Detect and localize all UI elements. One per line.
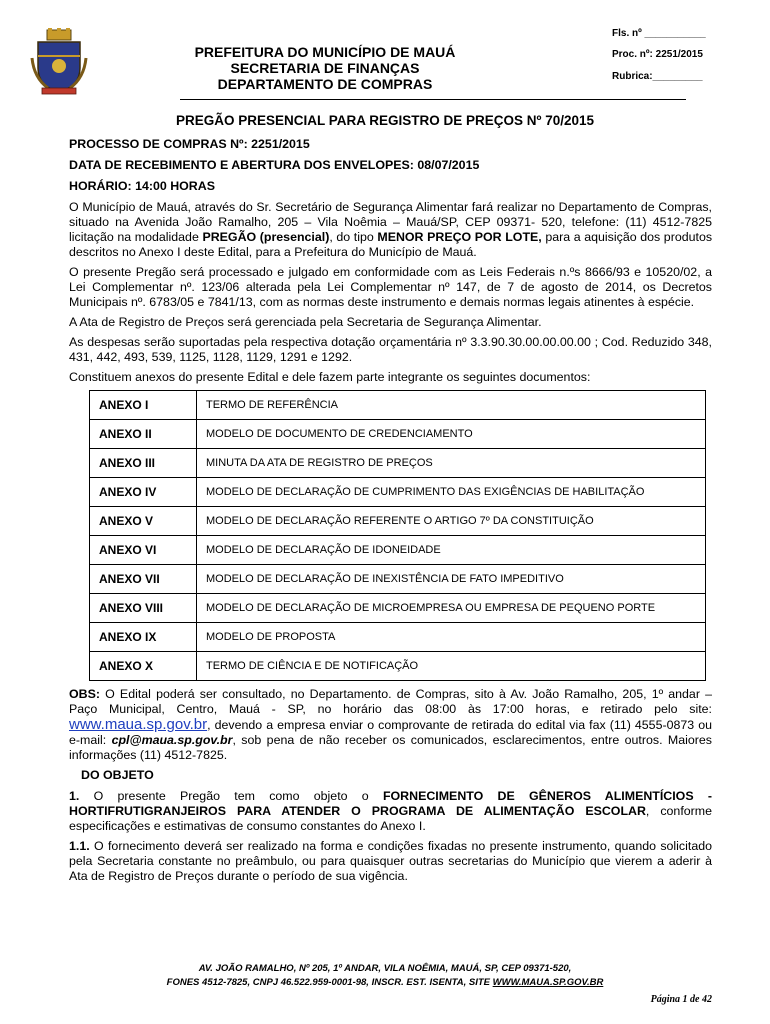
anexo-code: ANEXO I [90, 391, 197, 420]
header-rubrica: Rubrica:_________ [612, 71, 703, 82]
anexo-code: ANEXO VII [90, 565, 197, 594]
paragraph-obs: OBS: O Edital poderá ser consultado, no Departamento. de Compras, sito à Av. João Ramalho, 205, 1º andar – Paço Municipal, Centro, Mauá - SP, no horário das 08:00 às 17:00 horas, e retirado pelo site: www.maua.sp.gov.br, devendo a empresa enviar o comprovante de retirada do edital via fax (11) 4555-0873 ou e-mail: cpl@maua.sp.gov.br, sob pena de não receber os comunicados, esclarecimentos, entre outros. Maiores informações (11) 4512-7825. [69, 687, 712, 762]
footer-line2: FONES 4512-7825, CNPJ 46.522.959-0001-98, INSCR. EST. ISENTA, SITE WWW.MAUA.SP.GOV.BR [166, 977, 604, 988]
table-row [90, 391, 706, 420]
anexo-description: MODELO DE DECLARAÇÃO REFERENTE O ARTIGO 7º DA CONSTITUIÇÃO [197, 507, 706, 536]
header-line-secretaria: SECRETARIA DE FINANÇAS [230, 60, 420, 76]
footer-address [0, 962, 770, 990]
header-line-departamento: DEPARTAMENTO DE COMPRAS [217, 76, 433, 92]
footer-line1: AV. JOÃO RAMALHO, Nº 205, 1º ANDAR, VILA NOÊMIA, MAUÁ, SP, CEP 09371-520, [198, 963, 572, 974]
anexo-code: ANEXO X [90, 652, 197, 681]
page-number: Página 1 de 42 [650, 994, 712, 1005]
anexo-code: ANEXO VI [90, 536, 197, 565]
table-row [90, 565, 706, 594]
anexo-code: ANEXO VIII [90, 594, 197, 623]
header-institution [160, 44, 490, 92]
anexo-description: TERMO DE REFERÊNCIA [197, 391, 706, 420]
table-row [90, 507, 706, 536]
anexo-code: ANEXO III [90, 449, 197, 478]
header-fls: Fls. nº ___________ [612, 28, 706, 39]
footer-site-link[interactable]: WWW.MAUA.SP.GOV.BR [492, 977, 604, 988]
anexo-description: MODELO DE DECLARAÇÃO DE INEXISTÊNCIA DE FATO IMPEDITIVO [197, 565, 706, 594]
item-1: 1. O presente Pregão tem como objeto o FORNECIMENTO DE GÊNEROS ALIMENTÍCIOS - HORTIFRUTIGRANJEIROS PARA ATENDER O PROGRAMA DE ALIMENTAÇÃO ESCOLAR, conforme especificações e estimativas de consumo constantes do Anexo I. [69, 789, 712, 833]
site-link[interactable]: www.maua.sp.gov.br [69, 716, 208, 733]
anexo-description: TERMO DE CIÊNCIA E DE NOTIFICAÇÃO [197, 652, 706, 681]
anexos-table [89, 390, 706, 681]
anexo-description: MINUTA DA ATA DE REGISTRO DE PREÇOS [197, 449, 706, 478]
header-proc: Proc. nº: 2251/2015 [612, 49, 703, 60]
anexo-description: MODELO DE DECLARAÇÃO DE MICROEMPRESA OU EMPRESA DE PEQUENO PORTE [197, 594, 706, 623]
data-line: DATA DE RECEBIMENTO E ABERTURA DOS ENVELOPES: 08/07/2015 [69, 158, 480, 172]
table-row [90, 420, 706, 449]
anexo-description: MODELO DE DECLARAÇÃO DE CUMPRIMENTO DAS EXIGÊNCIAS DE HABILITAÇÃO [197, 478, 706, 507]
header-line-prefeitura: PREFEITURA DO MUNICÍPIO DE MAUÁ [194, 44, 456, 60]
anexo-description: MODELO DE PROPOSTA [197, 623, 706, 652]
table-row [90, 594, 706, 623]
document-body [69, 137, 712, 889]
table-row [90, 449, 706, 478]
table-row [90, 652, 706, 681]
anexo-code: ANEXO IV [90, 478, 197, 507]
email-link[interactable]: cpl@maua.sp.gov.br [111, 733, 233, 747]
horario-line: HORÁRIO: 14:00 HORAS [69, 179, 215, 193]
paragraph-despesas: As despesas serão suportadas pela respectiva dotação orçamentária nº 3.3.90.30.00.00.00.00 ; Cod. Reduzido 348, 431, 442, 493, 539, 1125, 1128, 1129, 1291 e 1292. [69, 335, 712, 364]
paragraph-ata: A Ata de Registro de Preços será gerenciada pela Secretaria de Segurança Alimentar. [69, 315, 542, 329]
table-row [90, 478, 706, 507]
anexo-code: ANEXO IX [90, 623, 197, 652]
anexo-description: MODELO DE DECLARAÇÃO DE IDONEIDADE [197, 536, 706, 565]
anexo-description: MODELO DE DOCUMENTO DE CREDENCIAMENTO [197, 420, 706, 449]
header-divider [180, 99, 686, 100]
document-title: PREGÃO PRESENCIAL PARA REGISTRO DE PREÇOS Nº 70/2015 [175, 113, 595, 128]
paragraph-intro: O Município de Mauá, através do Sr. Secretário de Segurança Alimentar fará realizar no Departamento de Compras, situado na Avenida João Ramalho, 205 – Vila Noêmia – Mauá/SP, CEP 09371- 520, telefone: (11) 4512-7825 licitação na modalidade PREGÃO (presencial), do tipo MENOR PREÇO POR LOTE, para a aquisição dos produtos descritos no Anexo I deste Edital, para a Prefeitura do Município de Mauá. [69, 200, 713, 259]
processo-line: PROCESSO DE COMPRAS Nº: 2251/2015 [69, 137, 310, 151]
table-row [90, 536, 706, 565]
item-1-1: 1.1. O fornecimento deverá ser realizado na forma e condições fixadas no presente instrumento, quando solicitado pela Secretaria constante no preâmbulo, ou para quaisquer outras secretarias do Município que vierem a aderir à Ata de Registro de Preços durante o período de sua vigência. [69, 839, 712, 883]
paragraph-anexos-intro: Constituem anexos do presente Edital e dele fazem parte integrante os seguintes documentos: [69, 370, 591, 384]
coat-of-arms-icon [30, 28, 88, 96]
anexo-code: ANEXO V [90, 507, 197, 536]
paragraph-legal: O presente Pregão será processado e julgado em conformidade com as Leis Federais n.ºs 8666/93 e 10520/02, a Lei Complementar nº. 123/06 alterada pela Lei Complementar nº 147, de 7 de agosto de 2014, os Decretos Municipais nº. 6783/05 e 7841/13, com as normas deste instrumento e demais normas legais atinentes à espécie. [69, 265, 712, 309]
anexo-code: ANEXO II [90, 420, 197, 449]
objeto-heading: DO OBJETO [81, 768, 154, 782]
table-row [90, 623, 706, 652]
